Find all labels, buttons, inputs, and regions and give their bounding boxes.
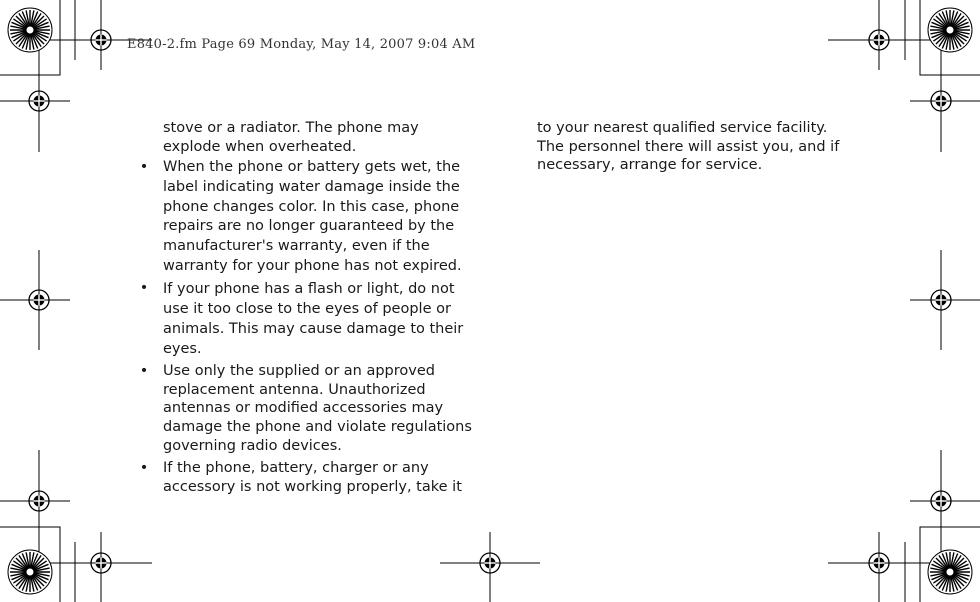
list-item-text: If the phone, battery, charger or any accessory is not working properly, take it xyxy=(163,459,462,495)
bullet-marker: • xyxy=(139,362,149,379)
list-item-text: When the phone or battery gets wet, the label indicating water damage inside the phone changes color. In this case, phone repairs are no longer guaranteed by the manufacturer's warranty, even if the warranty for your phone has not expired. xyxy=(163,159,462,274)
list-item xyxy=(137,459,472,497)
right-column xyxy=(537,119,847,175)
list-item-text: Use only the supplied or an approved replacement antenna. Unauthorized antennas or modified accessories may damage the phone and violate regulations governing radio devices. xyxy=(163,362,472,454)
list-item xyxy=(137,158,472,277)
bullet-marker: • xyxy=(139,279,149,296)
list-item-text: If your phone has a flash or light, do not use it too close to the eyes of people or animals. This may cause damage to their eyes. xyxy=(163,280,464,357)
left-column xyxy=(137,119,472,497)
list-item xyxy=(137,279,472,359)
continuation-text: stove or a radiator. The phone may explode when overheated. xyxy=(163,120,419,155)
bullet-marker: • xyxy=(139,159,149,175)
print-slug-header: E840-2.fm Page 69 Monday, May 14, 2007 9:04 AM xyxy=(127,37,476,52)
list-item xyxy=(137,362,472,456)
continuation-text: to your nearest qualified service facility. The personnel there will assist you, and if necessary, arrange for service. xyxy=(537,120,840,173)
bullet-marker: • xyxy=(139,459,149,476)
